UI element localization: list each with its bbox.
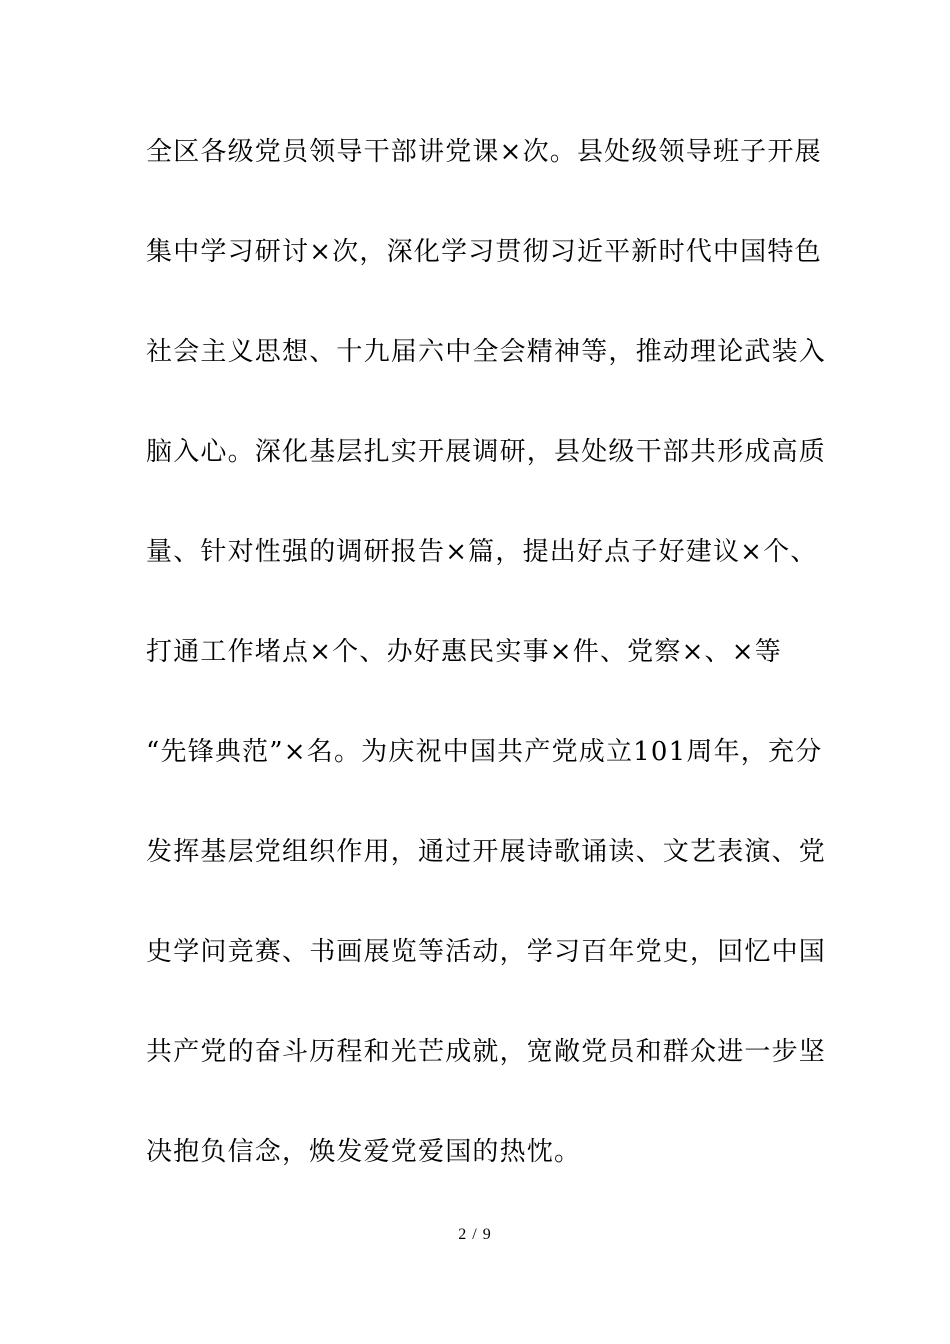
text-line-1: 全区各级党员领导干部讲党课×次。县处级领导班子开展	[146, 137, 822, 167]
text-line-8: 发挥基层党组织作用，通过开展诗歌诵读、文艺表演、党	[146, 837, 827, 867]
text-line-10: 共产党的奋斗历程和光芒成就，宽敞党员和群众进一步坚	[146, 1037, 827, 1067]
text-line-5: 量、针对性强的调研报告×篇，提出好点子好建议×个、	[146, 537, 818, 567]
text-line-7: “先锋典范”×名。为庆祝中国共产党成立101周年，充分	[146, 737, 823, 767]
text-line-6: 打通工作堵点×个、办好惠民实事×件、党察×、×等	[146, 637, 782, 667]
page-number: 2 / 9	[458, 1226, 492, 1243]
text-line-9: 史学问竞赛、书画展览等活动，学习百年党史，回忆中国	[146, 937, 827, 967]
text-line-2: 集中学习研讨×次，深化学习贯彻习近平新时代中国特色	[146, 237, 822, 267]
body-paragraph	[146, 128, 826, 1228]
text-line-11: 决抱负信念，焕发爱党爱国的热忱。	[146, 1137, 582, 1167]
text-line-3: 社会主义思想、十九届六中全会精神等，推动理论武装入	[146, 337, 827, 367]
text-line-4: 脑入心。深化基层扎实开展调研，县处级干部共形成高质	[146, 437, 827, 467]
